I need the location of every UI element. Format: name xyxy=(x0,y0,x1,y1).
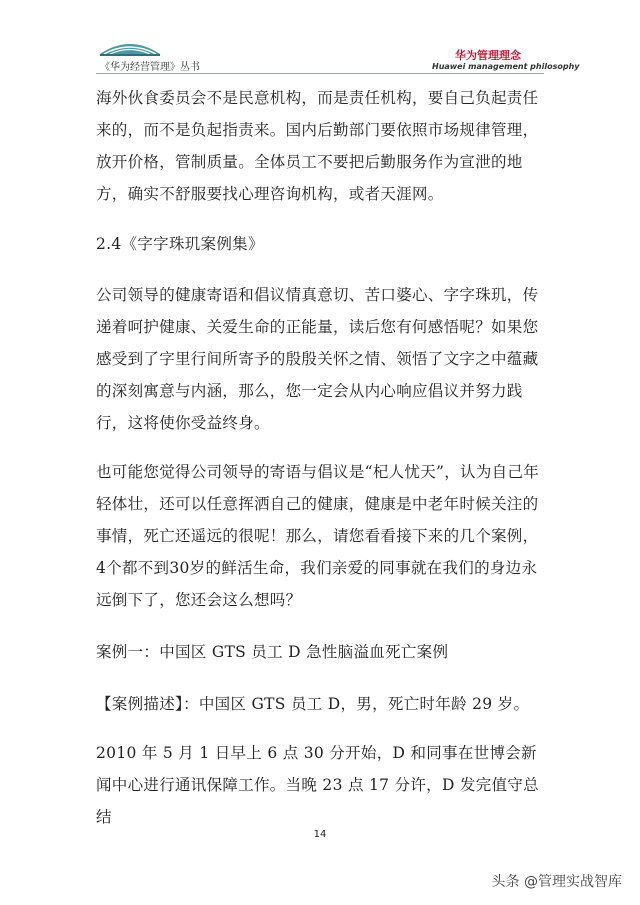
page-number: 14 xyxy=(313,829,327,840)
paragraph-case-narrative: 2010 年 5 月 1 日早上 6 点 30 分开始，D 和同事在世博会新闻中心进行通讯保障工作。当晚 23 点 17 分许，D 发完值守总结 xyxy=(96,744,539,826)
series-logo-icon xyxy=(98,36,162,58)
paragraph-case-intro: 也可能您觉得公司领导的寄语与倡议是“杞人忧天”，认为自己年轻体壮，还可以任意挥洒自己的健康，健康是中老年时候关注的事情，死亡还遥远的很呢！那么，请您看看接下来的几个案例，4个都不到30岁的鲜活生命，我们亲爱的同事就在我们的身边永远倒下了，您还会这么想吗？ xyxy=(96,463,540,609)
watermark: 头条 @管理实战智库 xyxy=(491,874,622,890)
brand-title: 华为管理理念 xyxy=(455,49,521,62)
case-description-label: 【案例描述】 xyxy=(96,695,184,713)
case-description-text: ：中国区 GTS 员工 D，男，死亡时年龄 29 岁。 xyxy=(183,695,530,713)
brand-subtitle: Huawei management philosophy xyxy=(432,62,580,71)
case-description xyxy=(96,688,548,720)
paragraph-canteen-committee: 海外伙食委员会不是民意机构，而是责任机构，要自己负起责任来的，而不是负起指责来。国内后勤部门要依照市场规律管理，放开价格，管制质量。全体员工不要把后勤服务作为宣泄的地方，确实不舒服要找心理咨询机构，或者天涯网。 xyxy=(96,89,539,203)
header-divider xyxy=(96,73,544,74)
page-body xyxy=(96,82,548,833)
page-header xyxy=(0,0,640,80)
section-heading: 2.4《字字珠玑案例集》 xyxy=(96,235,264,253)
case-title: 案例一：中国区 GTS 员工 D 急性脑溢血死亡案例 xyxy=(96,643,449,661)
paragraph-leadership-message: 公司领导的健康寄语和倡议情真意切、苦口婆心、字字珠玑，传递着呵护健康、关爱生命的正能量，读后您有何感悟呢？如果您感受到了字里行间所寄予的殷殷关怀之情、领悟了文字之中蕴藏的深刻寓意与内涵，那么，您一定会从内心响应倡议并努力践行，这将使你受益终身。 xyxy=(96,286,539,432)
book-series-label: 《华为经营管理》丛书 xyxy=(100,62,200,73)
